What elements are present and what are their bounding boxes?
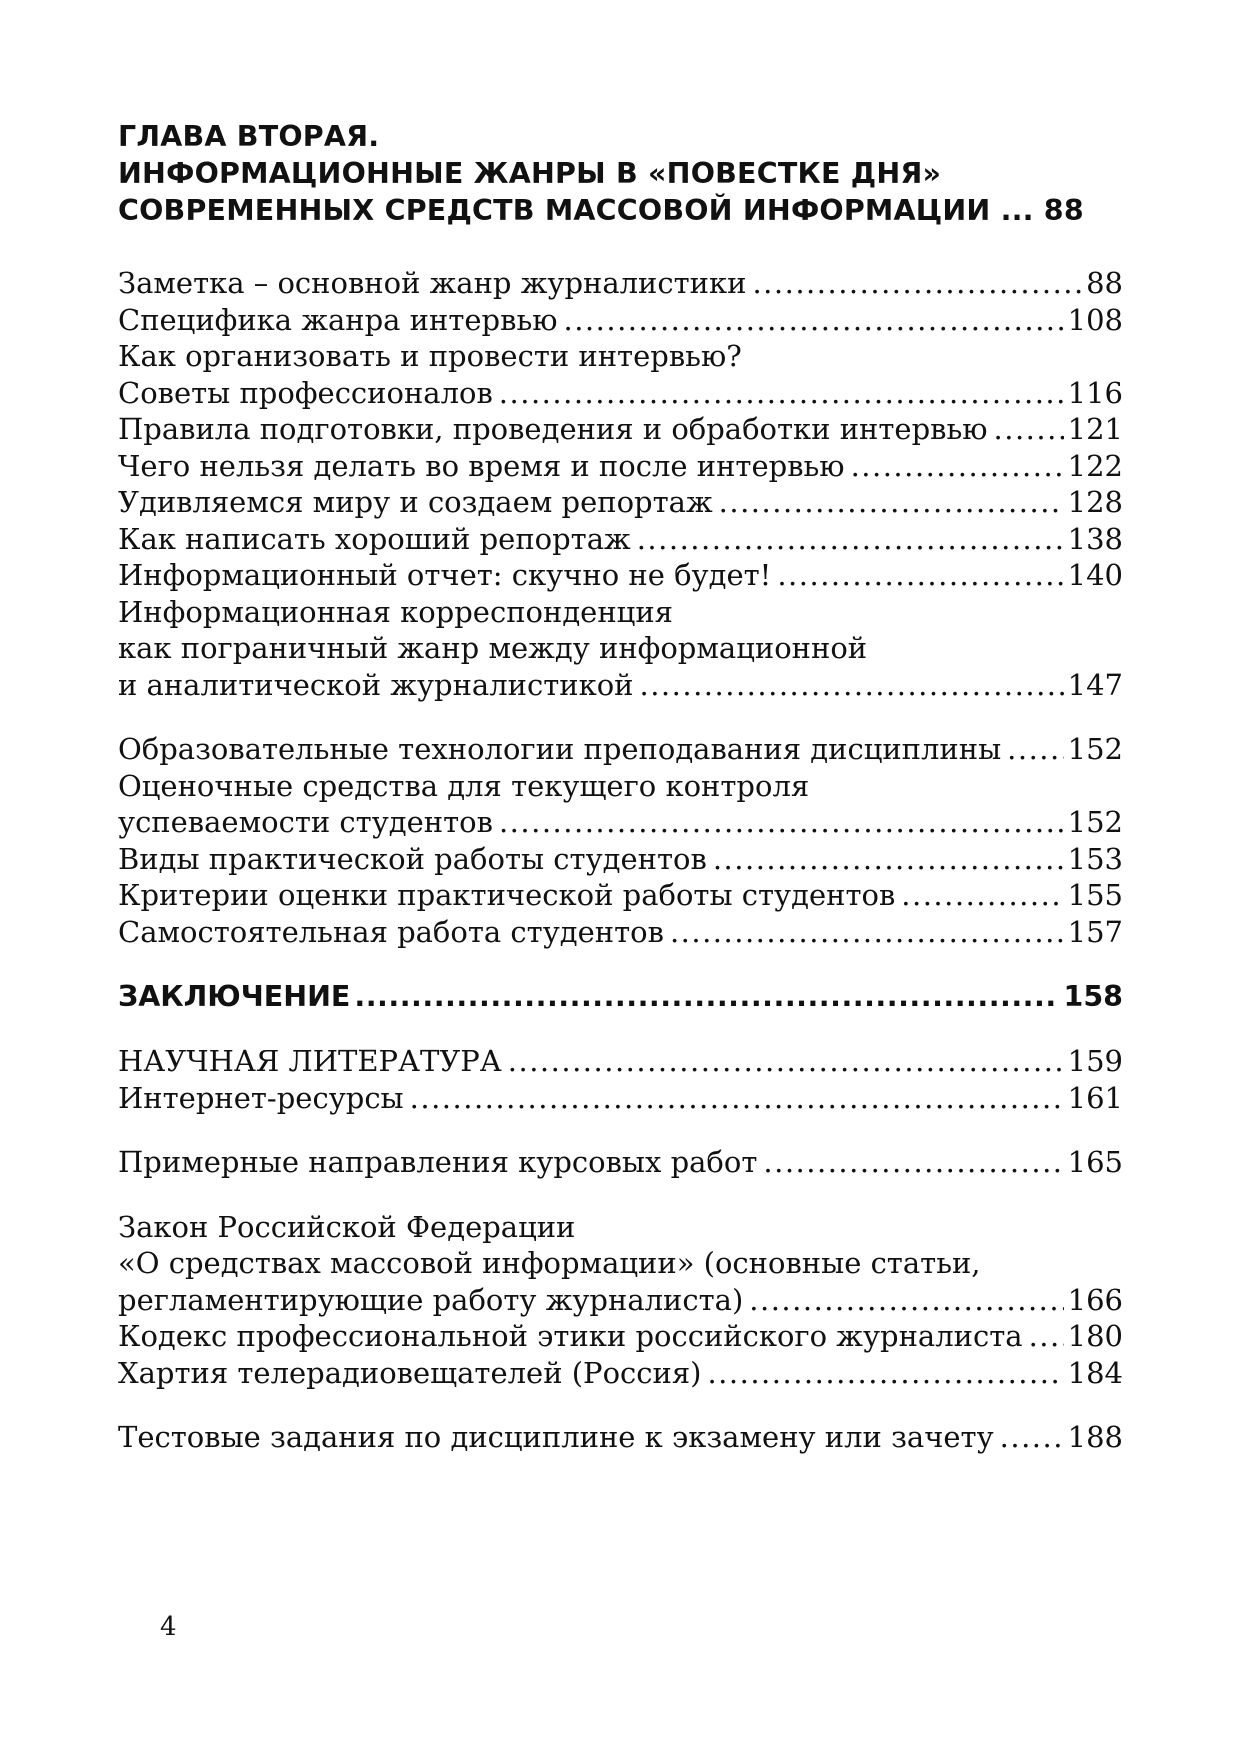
toc-entry-text: ЗАКЛЮЧЕНИЕ [118,980,351,1013]
toc-entry-page: 161 [1067,1080,1123,1115]
dot-leader [713,841,1064,878]
toc-entry-page: 152 [1067,732,1123,766]
toc-entry[interactable] [118,731,1123,768]
toc-entry-text: Примерные направления курсовых работ [118,1145,758,1179]
dot-leader [719,484,1064,521]
toc-entry-page: 152 [1067,805,1123,839]
toc-entry-line: как пограничный жанр между информационной [118,631,868,665]
toc-entry[interactable] [118,804,1123,841]
toc-entry-text: Самостоятельная работа студентов [118,914,664,949]
toc-entry-line: Как организовать и провести интервью? [118,339,742,373]
toc-entry-page: 188 [1067,1420,1123,1454]
toc-entry[interactable] [118,557,1123,594]
toc-entry-page: 122 [1067,448,1123,483]
toc-entry[interactable] [118,1282,1123,1319]
dot-leader [1007,731,1063,768]
spacer [118,229,1123,265]
toc-entry-text: Критерии оценки практической работы студентов [118,878,896,912]
toc-entry[interactable] [118,302,1123,339]
toc-entry-page: 157 [1067,914,1123,949]
chapter-title-line-2: ИНФОРМАЦИОННЫЕ ЖАНРЫ В «ПОВЕСТКЕ ДНЯ» [118,157,942,190]
dot-leader [1000,1419,1064,1456]
toc-entry-page: 180 [1067,1319,1123,1353]
toc-entry-page: 140 [1067,558,1123,592]
toc-entry-page: 128 [1067,485,1123,519]
dot-leader [508,1043,1064,1080]
toc-entry-text: Виды практической работы студентов [118,841,707,876]
toc-entry[interactable] [118,1080,1123,1117]
toc-entry-text: и аналитической журналистикой [118,667,634,702]
spacer [118,1391,1123,1419]
dot-leader [499,804,1064,841]
toc-entry[interactable] [118,521,1123,558]
dot-leader [354,978,1057,1015]
toc-entry-text: Интернет-ресурсы [118,1080,404,1115]
spacer [118,1116,1123,1144]
toc-entry-line: «О средствах массовой информации» (основные статьи, [118,1246,981,1280]
toc-entry[interactable] [118,1355,1123,1392]
toc-entry-text: Образовательные технологии преподавания дисциплины [118,732,1002,766]
toc-entry[interactable] [118,1043,1123,1080]
toc-entry-text: Кодекс профессиональной этики российского журналиста [118,1319,1023,1353]
toc-entry[interactable] [118,411,1123,448]
spacer [118,703,1123,731]
toc-entry[interactable] [118,1318,1123,1355]
dot-leader [410,1080,1064,1117]
toc-entry-page: 153 [1067,841,1123,876]
toc-entry-text: НАУЧНАЯ ЛИТЕРАТУРА [118,1044,502,1078]
toc-entry-conclusion[interactable] [118,978,1123,1015]
toc-entry[interactable] [118,484,1123,521]
toc-entry-page: 116 [1067,375,1123,410]
toc-entry[interactable] [118,1419,1123,1456]
spacer [118,1181,1123,1209]
toc-entry-line: Оценочные средства для текущего контроля [118,768,810,803]
toc-entry-text: Чего нельзя делать во время и после интервью [118,448,845,483]
toc-entry-text: Заметка – основной жанр журналистики [118,266,747,300]
dot-leader [1029,1318,1064,1355]
toc-entry[interactable] [118,914,1123,951]
dot-leader [777,557,1063,594]
toc-entry[interactable] [118,375,1123,412]
toc-entry[interactable] [118,1144,1123,1181]
toc-entry-text: успеваемости студентов [118,805,493,839]
toc-entry-text: Советы профессионалов [118,375,493,410]
toc-entry-page: 165 [1067,1145,1123,1179]
toc-entry-page: 147 [1067,667,1123,702]
toc-entry-page: 121 [1067,412,1123,446]
toc-entry-text: Специфика жанра интервью [118,302,558,337]
toc-entry-page: 158 [1063,980,1123,1013]
toc-entry-page: 166 [1067,1282,1123,1317]
dot-leader [752,265,1082,302]
toc-entry[interactable] [118,448,1123,485]
toc-entry-text: Тестовые задания по дисциплине к экзамену или зачету [118,1420,994,1454]
dot-leader [749,1282,1063,1319]
page-number: 4 [160,1612,177,1642]
dot-leader [563,302,1063,339]
dot-leader [499,375,1064,412]
dot-leader [640,667,1064,704]
toc-entry[interactable] [118,667,1123,704]
toc-entry-text: регламентирующие работу журналиста) [118,1282,744,1317]
toc-entry-text: Хартия телерадиовещателей (Россия) [118,1355,702,1390]
table-of-contents [118,118,1123,1456]
dot-leader [994,411,1064,448]
toc-entry-page: 138 [1067,521,1123,556]
toc-entry-text: Правила подготовки, проведения и обработки интервью [118,412,988,446]
dot-leader [851,448,1064,485]
toc-entry-text: Удивляемся миру и создаем репортаж [118,485,713,519]
dot-leader [707,1355,1063,1392]
toc-entry-text: Информационный отчет: скучно не будет! [118,558,772,592]
chapter-heading [118,118,1123,229]
toc-entry-line: Закон Российской Федерации [118,1209,576,1244]
dot-leader [763,1144,1063,1181]
chapter-title-line-3: СОВРЕМЕННЫХ СРЕДСТВ МАССОВОЙ ИНФОРМАЦИИ ... 88 [118,194,1084,227]
toc-entry-page: 159 [1067,1044,1123,1078]
spacer [118,950,1123,978]
spacer [118,1015,1123,1043]
dot-leader [901,877,1063,914]
toc-entry-text: Как написать хороший репортаж [118,521,631,556]
dot-leader [637,521,1064,558]
dot-leader [670,914,1064,951]
toc-entry[interactable] [118,841,1123,878]
toc-entry[interactable] [118,265,1123,302]
chapter-title-line-1: ГЛАВА ВТОРАЯ. [118,120,380,153]
toc-entry-line: Информационная корреспонденция [118,594,673,629]
toc-entry-page: 88 [1086,266,1123,300]
toc-entry-page: 108 [1067,302,1123,337]
toc-entry-page: 155 [1067,878,1123,912]
toc-entry-page: 184 [1067,1355,1123,1390]
toc-entry[interactable] [118,877,1123,914]
